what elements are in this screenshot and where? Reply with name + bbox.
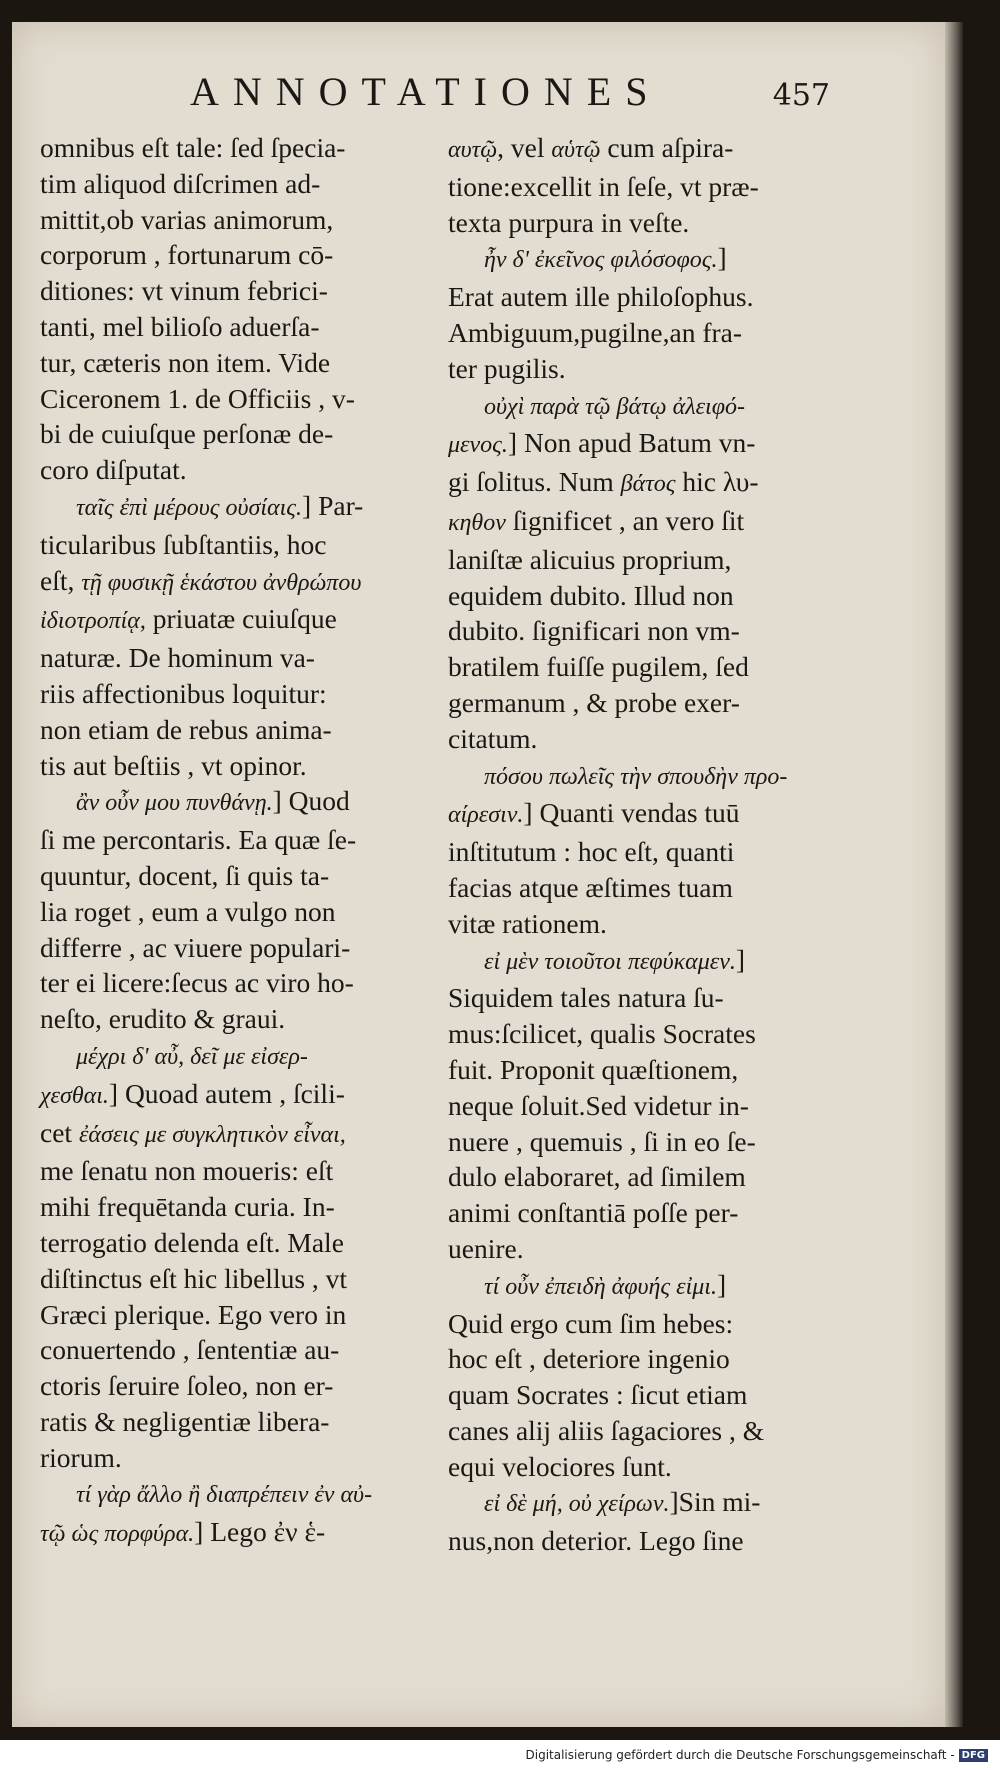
text-line bbox=[448, 315, 898, 351]
latin-text: ] Quoad autem , ſcili- bbox=[108, 1077, 345, 1109]
greek-text: ἰδιοτροπίᾳ, bbox=[40, 608, 146, 635]
latin-text: dulo elaboraret, ad ſimilem bbox=[448, 1161, 746, 1193]
funding-credit: Digitalisierung gefördert durch die Deutsche Forschungsgemeinschaft - bbox=[525, 1748, 955, 1762]
latin-text: inſtitutum : hoc eſt, quanti bbox=[448, 836, 735, 868]
text-line bbox=[448, 351, 898, 387]
text-line bbox=[448, 1413, 898, 1449]
latin-text: eſt, bbox=[40, 564, 82, 596]
latin-text: ] Lego ἐν ἑ- bbox=[194, 1516, 326, 1548]
running-title: ANNOTATIONES bbox=[190, 69, 662, 114]
latin-text: mittit,ob varias animorum, bbox=[40, 203, 334, 235]
latin-text: differre , ac viuere populari- bbox=[40, 931, 351, 963]
text-line bbox=[40, 712, 452, 748]
latin-text: coro diſputat. bbox=[40, 454, 187, 486]
latin-text: laniſtæ alicuius proprium, bbox=[448, 543, 732, 575]
text-line bbox=[40, 166, 452, 202]
text-line bbox=[448, 649, 898, 685]
text-line bbox=[448, 1124, 898, 1160]
page-header bbox=[190, 68, 830, 128]
greek-text: ἐάσεις με συγκλητικὸν εἶναι, bbox=[78, 1121, 346, 1148]
text-line bbox=[448, 906, 898, 942]
latin-text: omnibus eſt tale: ſed ſpecia- bbox=[40, 132, 346, 163]
latin-text: quuntur, docent, ſi quis ta- bbox=[40, 859, 330, 891]
greek-text: οὐχὶ παρὰ τῷ βάτῳ ἀλειφό- bbox=[484, 393, 745, 420]
text-line bbox=[448, 795, 898, 834]
text-line bbox=[448, 425, 898, 464]
text-line bbox=[448, 503, 898, 542]
text-line bbox=[448, 205, 898, 241]
text-line bbox=[448, 1016, 898, 1052]
latin-text: ter pugilis. bbox=[448, 352, 566, 384]
latin-text: me ſenatu non moueris: eſt bbox=[40, 1155, 334, 1187]
latin-text: citatum. bbox=[448, 722, 538, 754]
page-number: 457 bbox=[772, 78, 830, 113]
latin-text: hoc eſt , deteriore ingenio bbox=[448, 1343, 730, 1375]
text-line bbox=[40, 488, 452, 527]
greek-text: κηθον bbox=[448, 509, 506, 536]
text-line bbox=[448, 685, 898, 721]
latin-text: ] bbox=[735, 943, 746, 975]
latin-text: ratis & negligentiæ libera- bbox=[40, 1405, 330, 1437]
text-line bbox=[40, 130, 452, 166]
text-line bbox=[40, 640, 452, 676]
text-line bbox=[40, 894, 452, 930]
greek-text: βάτος bbox=[620, 471, 676, 498]
text-line bbox=[40, 273, 452, 309]
text-line bbox=[40, 381, 452, 417]
greek-text: μέχρι δ' αὖ, δεῖ με εἰσερ- bbox=[76, 1043, 308, 1070]
latin-text: cum aſpira- bbox=[600, 132, 734, 163]
latin-text: neque ſoluit.Sed videtur in- bbox=[448, 1089, 749, 1121]
text-line bbox=[448, 1231, 898, 1267]
text-line bbox=[448, 757, 898, 796]
latin-text: Græci plerique. Ego vero in bbox=[40, 1298, 347, 1330]
latin-text: neſto, erudito & graui. bbox=[40, 1003, 286, 1035]
latin-text: ſi me percontaris. Ea quæ ſe- bbox=[40, 824, 357, 856]
latin-text: Quid ergo cum ſim hebes: bbox=[448, 1307, 734, 1339]
latin-text: ditiones: vt vinum febrici- bbox=[40, 275, 328, 307]
latin-text: tis aut beſtiis , vt opinor. bbox=[40, 749, 307, 781]
latin-text: gi ſolitus. Num bbox=[448, 466, 621, 498]
latin-text: mihi frequētanda curia. In- bbox=[40, 1191, 335, 1223]
greek-text: εἰ δὲ μή, οὐ χείρων. bbox=[484, 1491, 670, 1518]
text-line bbox=[40, 748, 452, 784]
greek-text: ταῖς ἐπὶ μέρους οὐσίαις. bbox=[76, 494, 303, 521]
greek-text: αίρεσιν. bbox=[448, 802, 524, 829]
text-line bbox=[448, 169, 898, 205]
latin-text: canes alij aliis ſagaciores , & bbox=[448, 1414, 765, 1446]
text-line bbox=[448, 870, 898, 906]
latin-text: ticularibus ſubſtantiis, hoc bbox=[40, 528, 327, 560]
latin-text: bratilem fuiſſe pugilem, ſed bbox=[448, 651, 749, 683]
text-line bbox=[40, 822, 452, 858]
left-text-column bbox=[40, 130, 452, 1553]
latin-text: bi de cuiuſque perſonæ de- bbox=[40, 418, 334, 450]
text-line bbox=[448, 387, 898, 426]
latin-text: ] Quanti vendas tuū bbox=[523, 797, 740, 829]
text-line bbox=[40, 601, 452, 640]
text-line bbox=[448, 1159, 898, 1195]
latin-text: vitæ rationem. bbox=[448, 907, 607, 939]
greek-text: μενος. bbox=[448, 432, 508, 459]
latin-text: ] bbox=[717, 242, 727, 274]
text-line bbox=[448, 613, 898, 649]
latin-text: terrogatio delenda eſt. Male bbox=[40, 1226, 344, 1258]
text-line bbox=[40, 452, 452, 488]
latin-text: tanti, mel bilioſo aduerſa- bbox=[40, 310, 320, 342]
latin-text: hic λυ- bbox=[675, 466, 759, 498]
latin-text: Ciceronem 1. de Officiis , v- bbox=[40, 382, 355, 414]
text-line bbox=[40, 965, 452, 1001]
text-line bbox=[448, 542, 898, 578]
text-line bbox=[448, 1523, 898, 1559]
latin-text: , vel bbox=[497, 132, 552, 163]
latin-text: equidem dubito. Illud non bbox=[448, 579, 734, 611]
latin-text: ] Non apud Batum vn- bbox=[507, 427, 756, 459]
latin-text: ]Sin mi- bbox=[669, 1486, 761, 1518]
text-line bbox=[448, 1306, 898, 1342]
text-line bbox=[40, 1225, 452, 1261]
text-line bbox=[40, 345, 452, 381]
latin-text: corporum , fortunarum cō- bbox=[40, 239, 334, 271]
latin-text: tur, cæteris non item. Vide bbox=[40, 346, 331, 378]
greek-text: αὑτῷ bbox=[551, 137, 601, 163]
latin-text: texta purpura in veſte. bbox=[448, 206, 690, 238]
text-line bbox=[40, 1153, 452, 1189]
text-line bbox=[40, 1076, 452, 1115]
latin-text: conuertendo , ſententiæ au- bbox=[40, 1334, 340, 1366]
dfg-logo: DFG bbox=[959, 1749, 988, 1762]
text-line bbox=[40, 1037, 452, 1076]
text-line bbox=[40, 202, 452, 238]
text-line bbox=[448, 578, 898, 614]
latin-text: riis affectionibus loquitur: bbox=[40, 677, 327, 709]
text-line bbox=[448, 1267, 898, 1306]
text-line bbox=[40, 930, 452, 966]
text-line bbox=[448, 1341, 898, 1377]
latin-text: ter ei licere:ſecus ac viro ho- bbox=[40, 967, 354, 999]
text-line bbox=[448, 130, 898, 169]
greek-text: εἰ μὲν τοιοῦτοι πεφύκαμεν. bbox=[484, 948, 736, 975]
greek-text: αυτῷ bbox=[448, 137, 498, 163]
latin-text: Siquidem tales natura ſu- bbox=[448, 982, 724, 1014]
latin-text: tim aliquod diſcrimen ad- bbox=[40, 167, 321, 199]
digitization-footer bbox=[0, 1740, 1000, 1770]
text-line bbox=[448, 464, 898, 503]
latin-text: ſignificet , an vero ſit bbox=[505, 504, 745, 536]
greek-text: τί οὖν ἐπειδὴ ἀφυής εἰμι. bbox=[484, 1273, 717, 1300]
latin-text: Ambiguum,pugilne,an fra- bbox=[448, 316, 743, 348]
text-line bbox=[40, 1115, 452, 1154]
greek-text: ἂν οὖν μου πυνθάνῃ. bbox=[76, 790, 273, 817]
latin-text: tione:excellit in ſeſe, vt præ- bbox=[448, 170, 759, 202]
latin-text: riorum. bbox=[40, 1441, 122, 1473]
text-line bbox=[40, 1189, 452, 1225]
text-line bbox=[448, 942, 898, 981]
greek-text: χεσθαι. bbox=[40, 1082, 109, 1109]
text-line bbox=[40, 563, 452, 602]
latin-text: ] bbox=[716, 1268, 727, 1300]
text-line bbox=[40, 309, 452, 345]
latin-text: non etiam de rebus anima- bbox=[40, 713, 332, 745]
text-line bbox=[448, 240, 898, 279]
greek-text: τί γὰρ ἄλλο ἢ διαπρέπειν ἐν αὐ- bbox=[76, 1482, 373, 1509]
text-line bbox=[40, 1440, 452, 1476]
text-line bbox=[448, 1052, 898, 1088]
latin-text: ] Par- bbox=[302, 489, 364, 521]
latin-text: equi velociores ſunt. bbox=[448, 1450, 672, 1482]
greek-text: τῇ φυσικῇ ἑκάστου ἀνθρώπου bbox=[81, 569, 362, 596]
greek-text: τῷ ὡς πορφύρα. bbox=[40, 1521, 195, 1548]
text-line bbox=[40, 676, 452, 712]
text-line bbox=[40, 1261, 452, 1297]
latin-text: lia roget , eum a vulgo non bbox=[40, 895, 336, 927]
latin-text: ctoris ſeruire ſoleo, non er- bbox=[40, 1370, 334, 1402]
text-line bbox=[40, 1332, 452, 1368]
text-line bbox=[448, 1377, 898, 1413]
latin-text: facias atque æſtimes tuam bbox=[448, 871, 733, 903]
text-line bbox=[40, 416, 452, 452]
text-line bbox=[40, 1297, 452, 1333]
latin-text: mus:ſcilicet, qualis Socrates bbox=[448, 1018, 756, 1050]
page-edge bbox=[945, 22, 963, 1727]
text-line bbox=[40, 527, 452, 563]
text-line bbox=[40, 237, 452, 273]
text-line bbox=[40, 1475, 452, 1514]
text-line bbox=[40, 1368, 452, 1404]
greek-text: ἦν δ' ἐκεῖνος φιλόσοφος. bbox=[484, 247, 718, 274]
latin-text: uenire. bbox=[448, 1232, 524, 1264]
text-line bbox=[40, 1514, 452, 1553]
text-line bbox=[40, 858, 452, 894]
latin-text: animi conſtantiā poſſe per- bbox=[448, 1197, 739, 1229]
text-line bbox=[448, 834, 898, 870]
text-line bbox=[40, 1404, 452, 1440]
text-line bbox=[448, 1484, 898, 1523]
latin-text: ] Quod bbox=[272, 785, 350, 817]
latin-text: germanum , & probe exer- bbox=[448, 686, 740, 718]
latin-text: nus,non deterior. Lego ſine bbox=[448, 1525, 744, 1557]
latin-text: fuit. Proponit quæſtionem, bbox=[448, 1053, 739, 1085]
latin-text: quam Socrates : ſicut etiam bbox=[448, 1379, 748, 1411]
text-line bbox=[448, 980, 898, 1016]
text-line bbox=[448, 279, 898, 315]
text-line bbox=[448, 1088, 898, 1124]
latin-text: priuatæ cuiuſque bbox=[145, 603, 337, 635]
right-text-column bbox=[448, 130, 898, 1559]
text-line bbox=[448, 1449, 898, 1485]
latin-text: dubito. ſignificari non vm- bbox=[448, 615, 740, 647]
latin-text: cet bbox=[40, 1116, 79, 1148]
latin-text: diſtinctus eſt hic libellus , vt bbox=[40, 1262, 348, 1294]
latin-text: nuere , quemuis , ſi in eo ſe- bbox=[448, 1125, 756, 1157]
text-line bbox=[40, 1001, 452, 1037]
latin-text: Erat autem ille philoſophus. bbox=[448, 281, 754, 313]
text-line bbox=[448, 1195, 898, 1231]
text-line bbox=[448, 721, 898, 757]
text-line bbox=[40, 783, 452, 822]
greek-text: πόσου πωλεῖς τὴν σπουδὴν προ- bbox=[484, 763, 788, 790]
latin-text: naturæ. De hominum va- bbox=[40, 642, 315, 674]
